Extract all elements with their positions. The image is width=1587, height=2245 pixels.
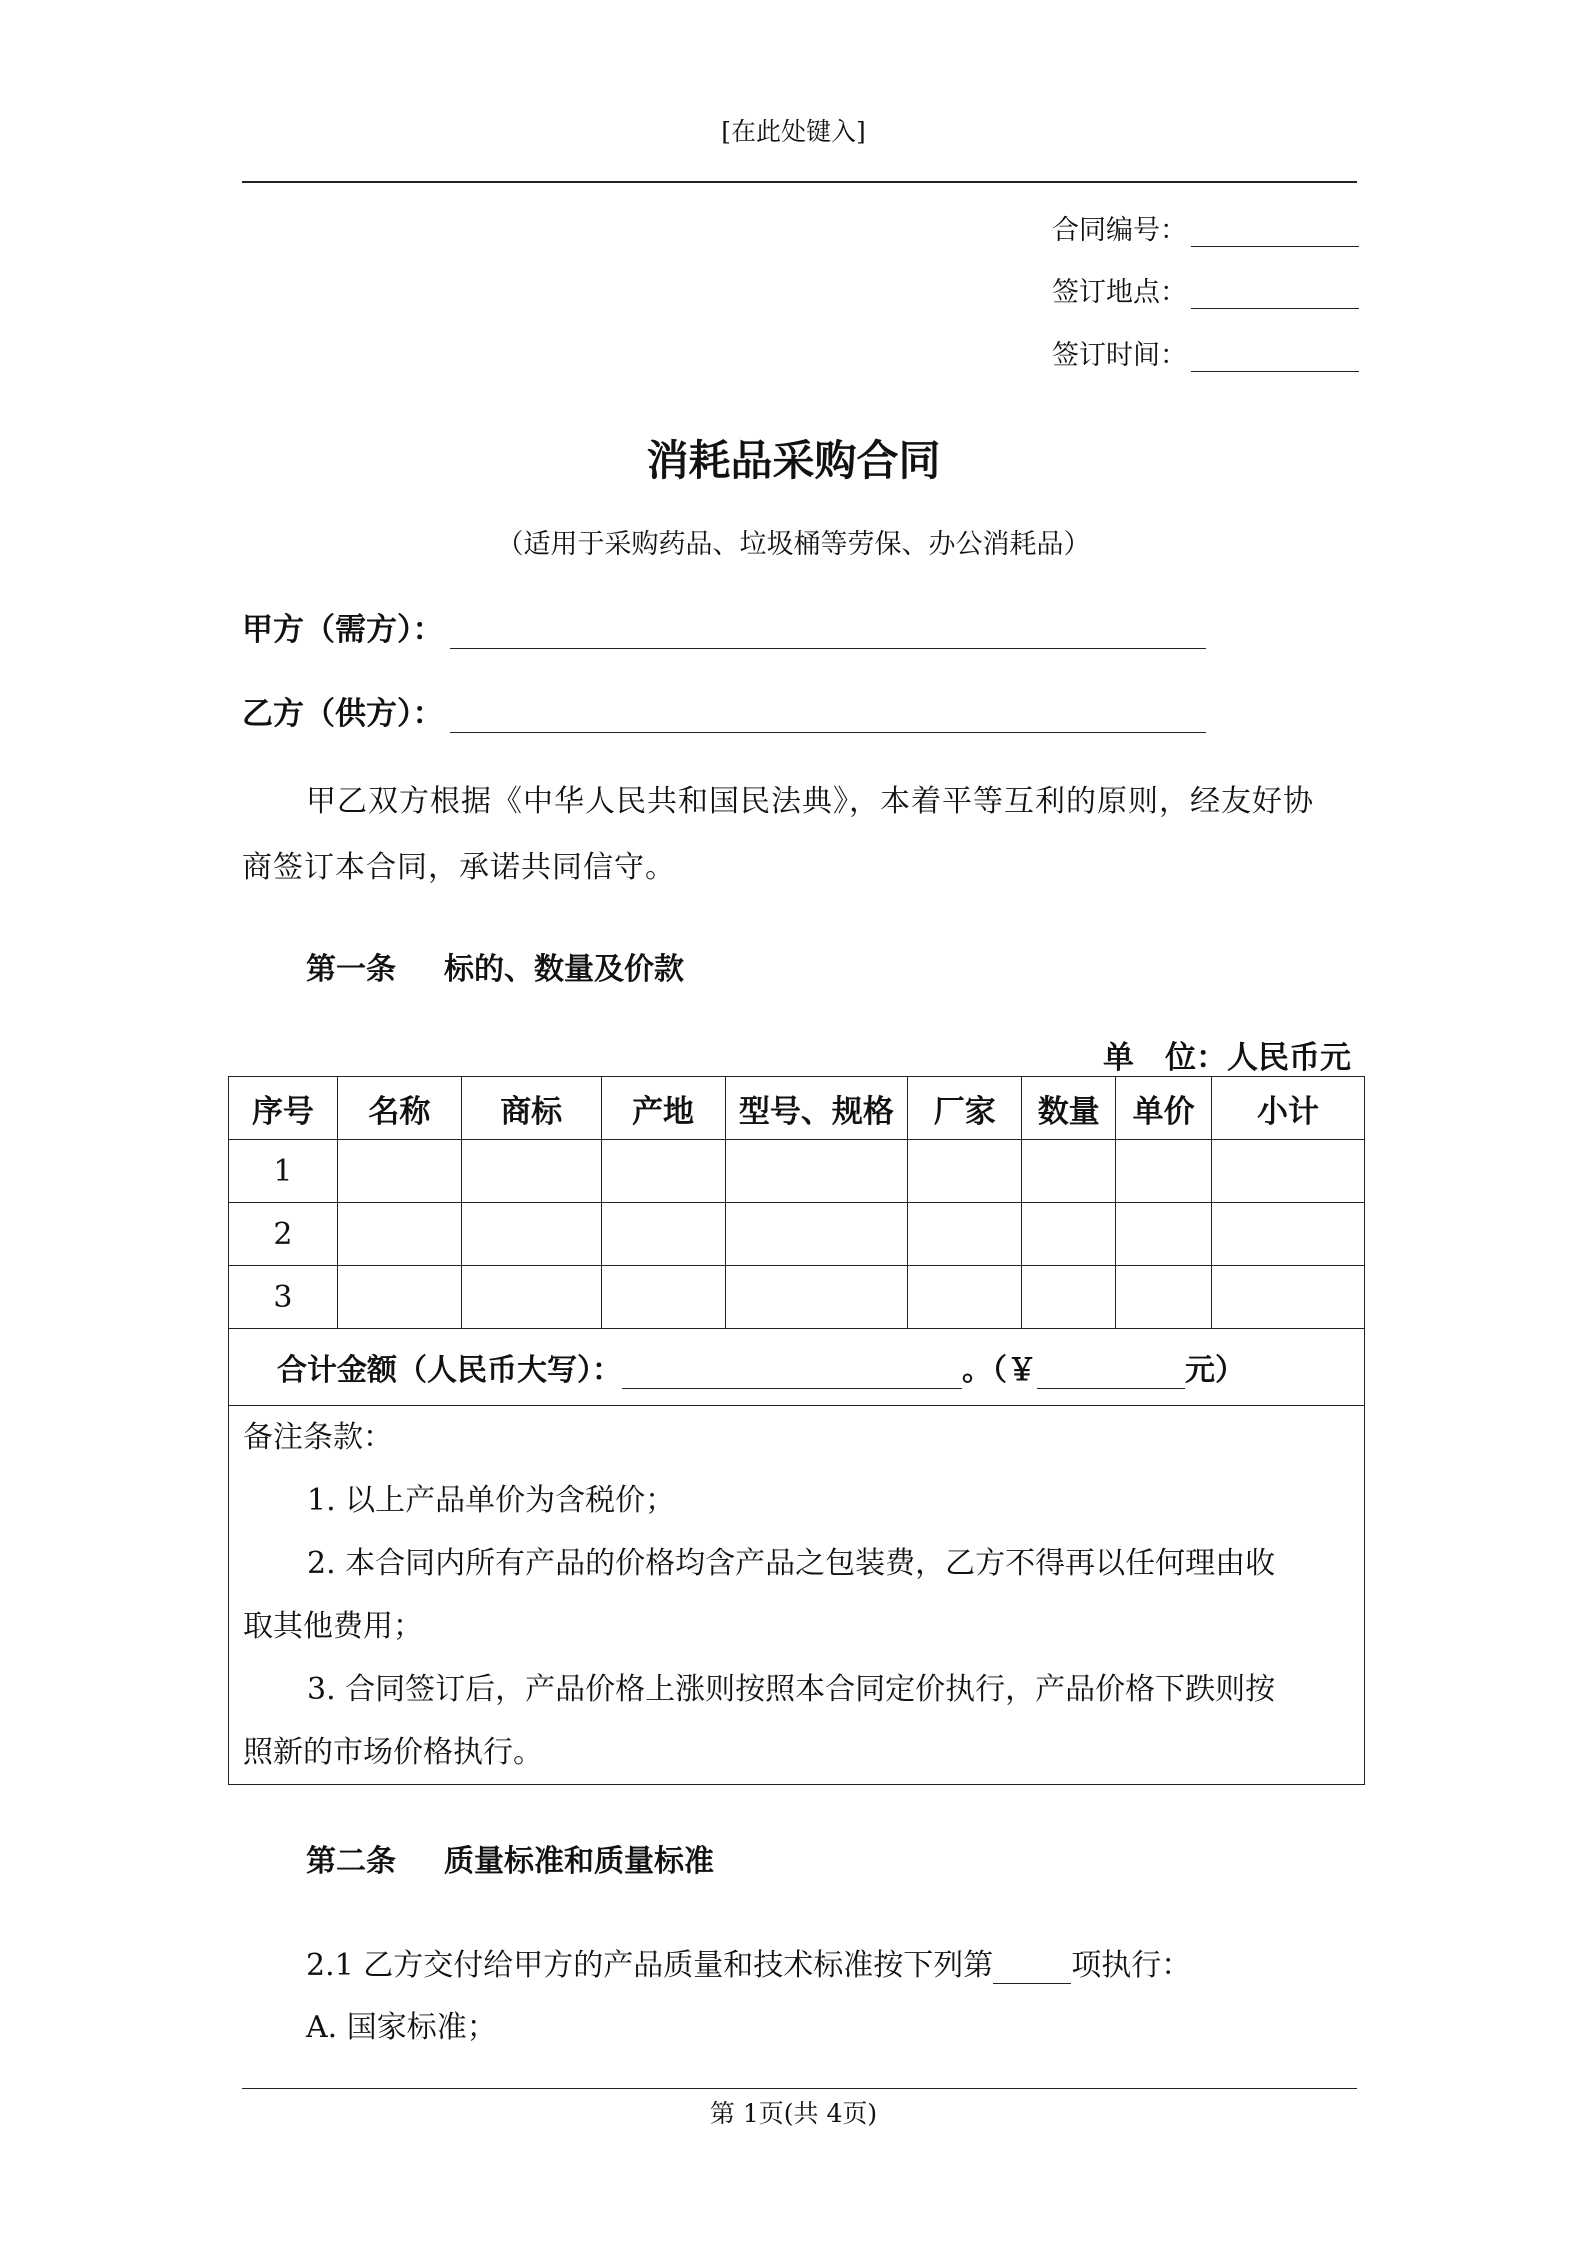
total-amount-cell	[229, 1329, 1365, 1406]
cell-manufacturer[interactable]	[908, 1140, 1022, 1203]
total-amount-label: 合计金额（人民币大写）：	[277, 1353, 622, 1388]
cell-quantity[interactable]	[1022, 1140, 1116, 1203]
note-3-line-2: 照新的市场价格执行。	[243, 1735, 543, 1770]
cell-brand[interactable]	[461, 1203, 601, 1266]
row-index: 2	[229, 1203, 338, 1266]
header-brand: 商标	[461, 1077, 601, 1140]
article-1-title: 标的、数量及价款	[444, 952, 684, 987]
cell-origin[interactable]	[601, 1266, 725, 1329]
header-unit-price: 单价	[1116, 1077, 1212, 1140]
header-index: 序号	[229, 1077, 338, 1140]
notes-cell	[229, 1406, 1365, 1785]
clause-2-1-text: 2.1 乙方交付给甲方的产品质量和技术标准按下列第	[306, 1948, 994, 1983]
header-rule	[242, 181, 1357, 183]
cell-unit-price[interactable]	[1116, 1140, 1212, 1203]
article-1-heading	[306, 944, 684, 988]
table-row	[229, 1266, 1365, 1329]
header-model-spec: 型号、规格	[725, 1077, 908, 1140]
signing-place-label: 签订地点：	[1052, 277, 1187, 308]
party-a-row	[242, 604, 1206, 649]
party-b-label: 乙方（供方）：	[242, 696, 444, 732]
option-a: A. 国家标准；	[306, 2010, 497, 2045]
header-manufacturer: 厂家	[908, 1077, 1022, 1140]
notes-row	[229, 1406, 1365, 1785]
article-2-heading	[306, 1836, 714, 1880]
cell-quantity[interactable]	[1022, 1266, 1116, 1329]
header-name: 名称	[337, 1077, 461, 1140]
party-b-field[interactable]	[450, 698, 1206, 733]
table-header-row	[229, 1077, 1365, 1140]
cell-name[interactable]	[337, 1203, 461, 1266]
cell-brand[interactable]	[461, 1266, 601, 1329]
clause-2-1-suffix: 项执行：	[1071, 1948, 1192, 1983]
note-2-line-2: 取其他费用；	[243, 1609, 423, 1644]
party-a-field[interactable]	[450, 614, 1206, 649]
intro-line-1: 甲乙双方根据《中华人民共和国民法典》，本着平等互利的原则，经友好协	[306, 784, 1314, 819]
note-3-line-1: 3. 合同签订后，产品价格上涨则按照本合同定价执行，产品价格下跌则按	[307, 1672, 1276, 1707]
cell-name[interactable]	[337, 1140, 461, 1203]
cell-subtotal[interactable]	[1212, 1266, 1365, 1329]
cell-subtotal[interactable]	[1212, 1140, 1365, 1203]
party-a-label: 甲方（需方）：	[242, 612, 444, 648]
document-title: 消耗品采购合同	[646, 436, 941, 485]
signing-place-row	[1052, 270, 1359, 309]
contract-number-field[interactable]	[1191, 218, 1359, 247]
cell-brand[interactable]	[461, 1140, 601, 1203]
cell-model-spec[interactable]	[725, 1203, 908, 1266]
contract-number-label: 合同编号：	[1052, 215, 1187, 246]
unit-label: 单 位：人民币元	[1103, 1040, 1351, 1076]
cell-model-spec[interactable]	[725, 1140, 908, 1203]
note-2-line-1: 2. 本合同内所有产品的价格均含产品之包装费，乙方不得再以任何理由收	[307, 1546, 1276, 1581]
article-1-number: 第一条	[306, 952, 396, 987]
signing-time-row	[1052, 333, 1359, 372]
cell-subtotal[interactable]	[1212, 1203, 1365, 1266]
article-2-number: 第二条	[306, 1844, 396, 1879]
signing-place-field[interactable]	[1191, 280, 1359, 309]
header-quantity: 数量	[1022, 1077, 1116, 1140]
intro-line-2: 商签订本合同，承诺共同信守。	[242, 850, 676, 885]
cell-quantity[interactable]	[1022, 1203, 1116, 1266]
footer-rule	[242, 2088, 1357, 2089]
intro-paragraph	[242, 769, 1354, 901]
signing-time-label: 签订时间：	[1052, 340, 1187, 371]
notes-title: 备注条款：	[243, 1420, 393, 1455]
signing-time-field[interactable]	[1191, 343, 1359, 372]
total-amount-suffix: 元）	[1185, 1353, 1245, 1388]
contract-number-row	[1052, 208, 1359, 247]
clause-2-1	[306, 1940, 1191, 1984]
cell-name[interactable]	[337, 1266, 461, 1329]
clause-2-1-blank[interactable]	[993, 1953, 1071, 1984]
cell-model-spec[interactable]	[725, 1266, 908, 1329]
cell-origin[interactable]	[601, 1203, 725, 1266]
goods-table	[228, 1076, 1365, 1785]
page-header: [在此处键入]	[721, 117, 866, 146]
cell-manufacturer[interactable]	[908, 1266, 1022, 1329]
note-1: 1. 以上产品单价为含税价；	[307, 1483, 676, 1518]
article-2-title: 质量标准和质量标准	[444, 1844, 714, 1879]
total-row	[229, 1329, 1365, 1406]
document-subtitle: （适用于采购药品、垃圾桶等劳保、办公消耗品）	[496, 529, 1091, 560]
cell-origin[interactable]	[601, 1140, 725, 1203]
total-amount-mid: 。（￥	[962, 1353, 1037, 1388]
table-row	[229, 1203, 1365, 1266]
total-amount-words-field[interactable]	[622, 1358, 962, 1389]
header-origin: 产地	[601, 1077, 725, 1140]
page-footer: 第 1页(共 4页)	[709, 2099, 878, 2128]
row-index: 3	[229, 1266, 338, 1329]
party-b-row	[242, 688, 1206, 733]
table-row	[229, 1140, 1365, 1203]
cell-unit-price[interactable]	[1116, 1203, 1212, 1266]
cell-manufacturer[interactable]	[908, 1203, 1022, 1266]
row-index: 1	[229, 1140, 338, 1203]
header-subtotal: 小计	[1212, 1077, 1365, 1140]
cell-unit-price[interactable]	[1116, 1266, 1212, 1329]
total-amount-figures-field[interactable]	[1037, 1358, 1185, 1389]
